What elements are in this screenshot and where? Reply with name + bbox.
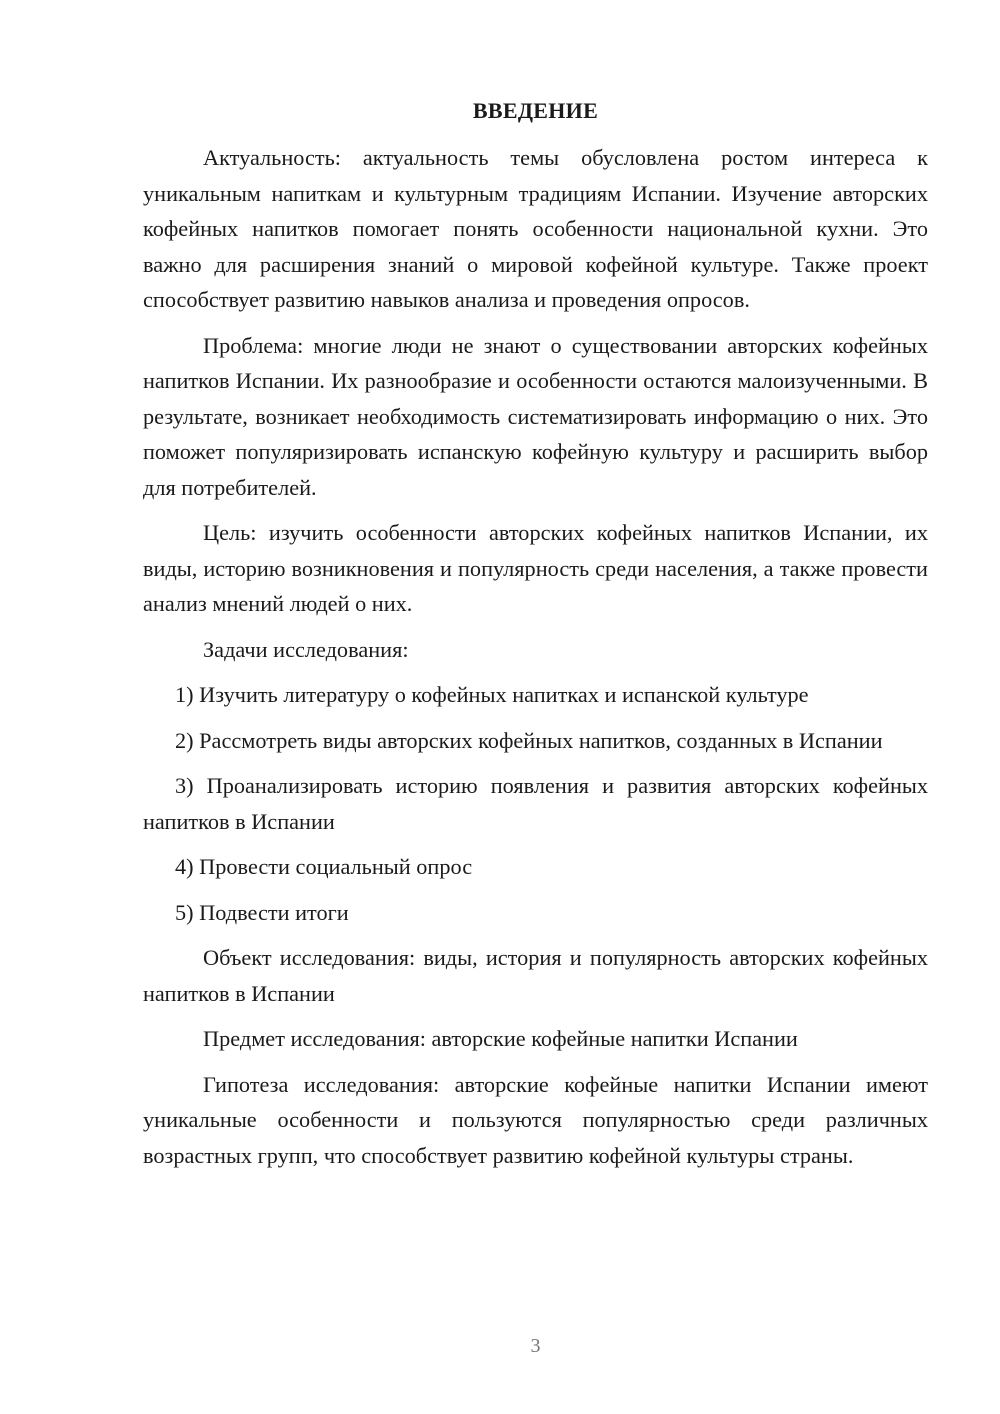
- task-item: 4) Провести социальный опрос: [175, 854, 473, 879]
- task-item: 1) Изучить литературу о кофейных напитках и испанской культуре: [175, 682, 809, 707]
- hypothesis-paragraph: Гипотеза исследования: авторские кофейные напитки Испании имеют уникальные особенности и пользуются популярностью среди различных возрастных групп, что способствует развитию кофейной культуры страны.: [143, 1071, 928, 1168]
- relevance-paragraph: Актуальность: актуальность темы обусловлена ростом интереса к уникальным напиткам и культурным традициям Испании. Изучение авторских кофейных напитков помогает понять особенности национальной кухни. Это важно для расширения знаний о мировой кофейной культуре. Также проект способствует развитию навыков анализа и проведения опросов.: [143, 145, 928, 312]
- tasks-heading: Задачи исследования:: [203, 636, 409, 662]
- document-page: [143, 0, 928, 1414]
- page-number: 3: [530, 1335, 541, 1357]
- task-item: 5) Подвести итоги: [175, 899, 349, 925]
- document-body: [143, 140, 928, 1183]
- task-item: 2) Рассмотреть виды авторских кофейных напитков, созданных в Испании: [175, 727, 883, 753]
- problem-paragraph: Проблема: многие люди не знают о существовании авторских кофейных напитков Испании. Их разнообразие и особенности остаются малоизученными. В результате, возникает необходимость систематизировать информацию о них. Это поможет популяризировать испанскую кофейную культуру и расширить выбор для потребителей.: [143, 332, 928, 500]
- object-paragraph: Объект исследования: виды, история и популярность авторских кофейных напитков в Испании: [143, 945, 928, 1006]
- task-item: 3) Проанализировать историю появления и развития авторских кофейных напитков в Испании: [143, 773, 928, 834]
- subject-paragraph: Предмет исследования: авторские кофейные напитки Испании: [203, 1026, 798, 1051]
- goal-paragraph: Цель: изучить особенности авторских кофейных напитков Испании, их виды, историю возникновения и популярность среди населения, а также провести анализ мнений людей о них.: [143, 520, 928, 616]
- section-title: ВВЕДЕНИЕ: [472, 98, 599, 123]
